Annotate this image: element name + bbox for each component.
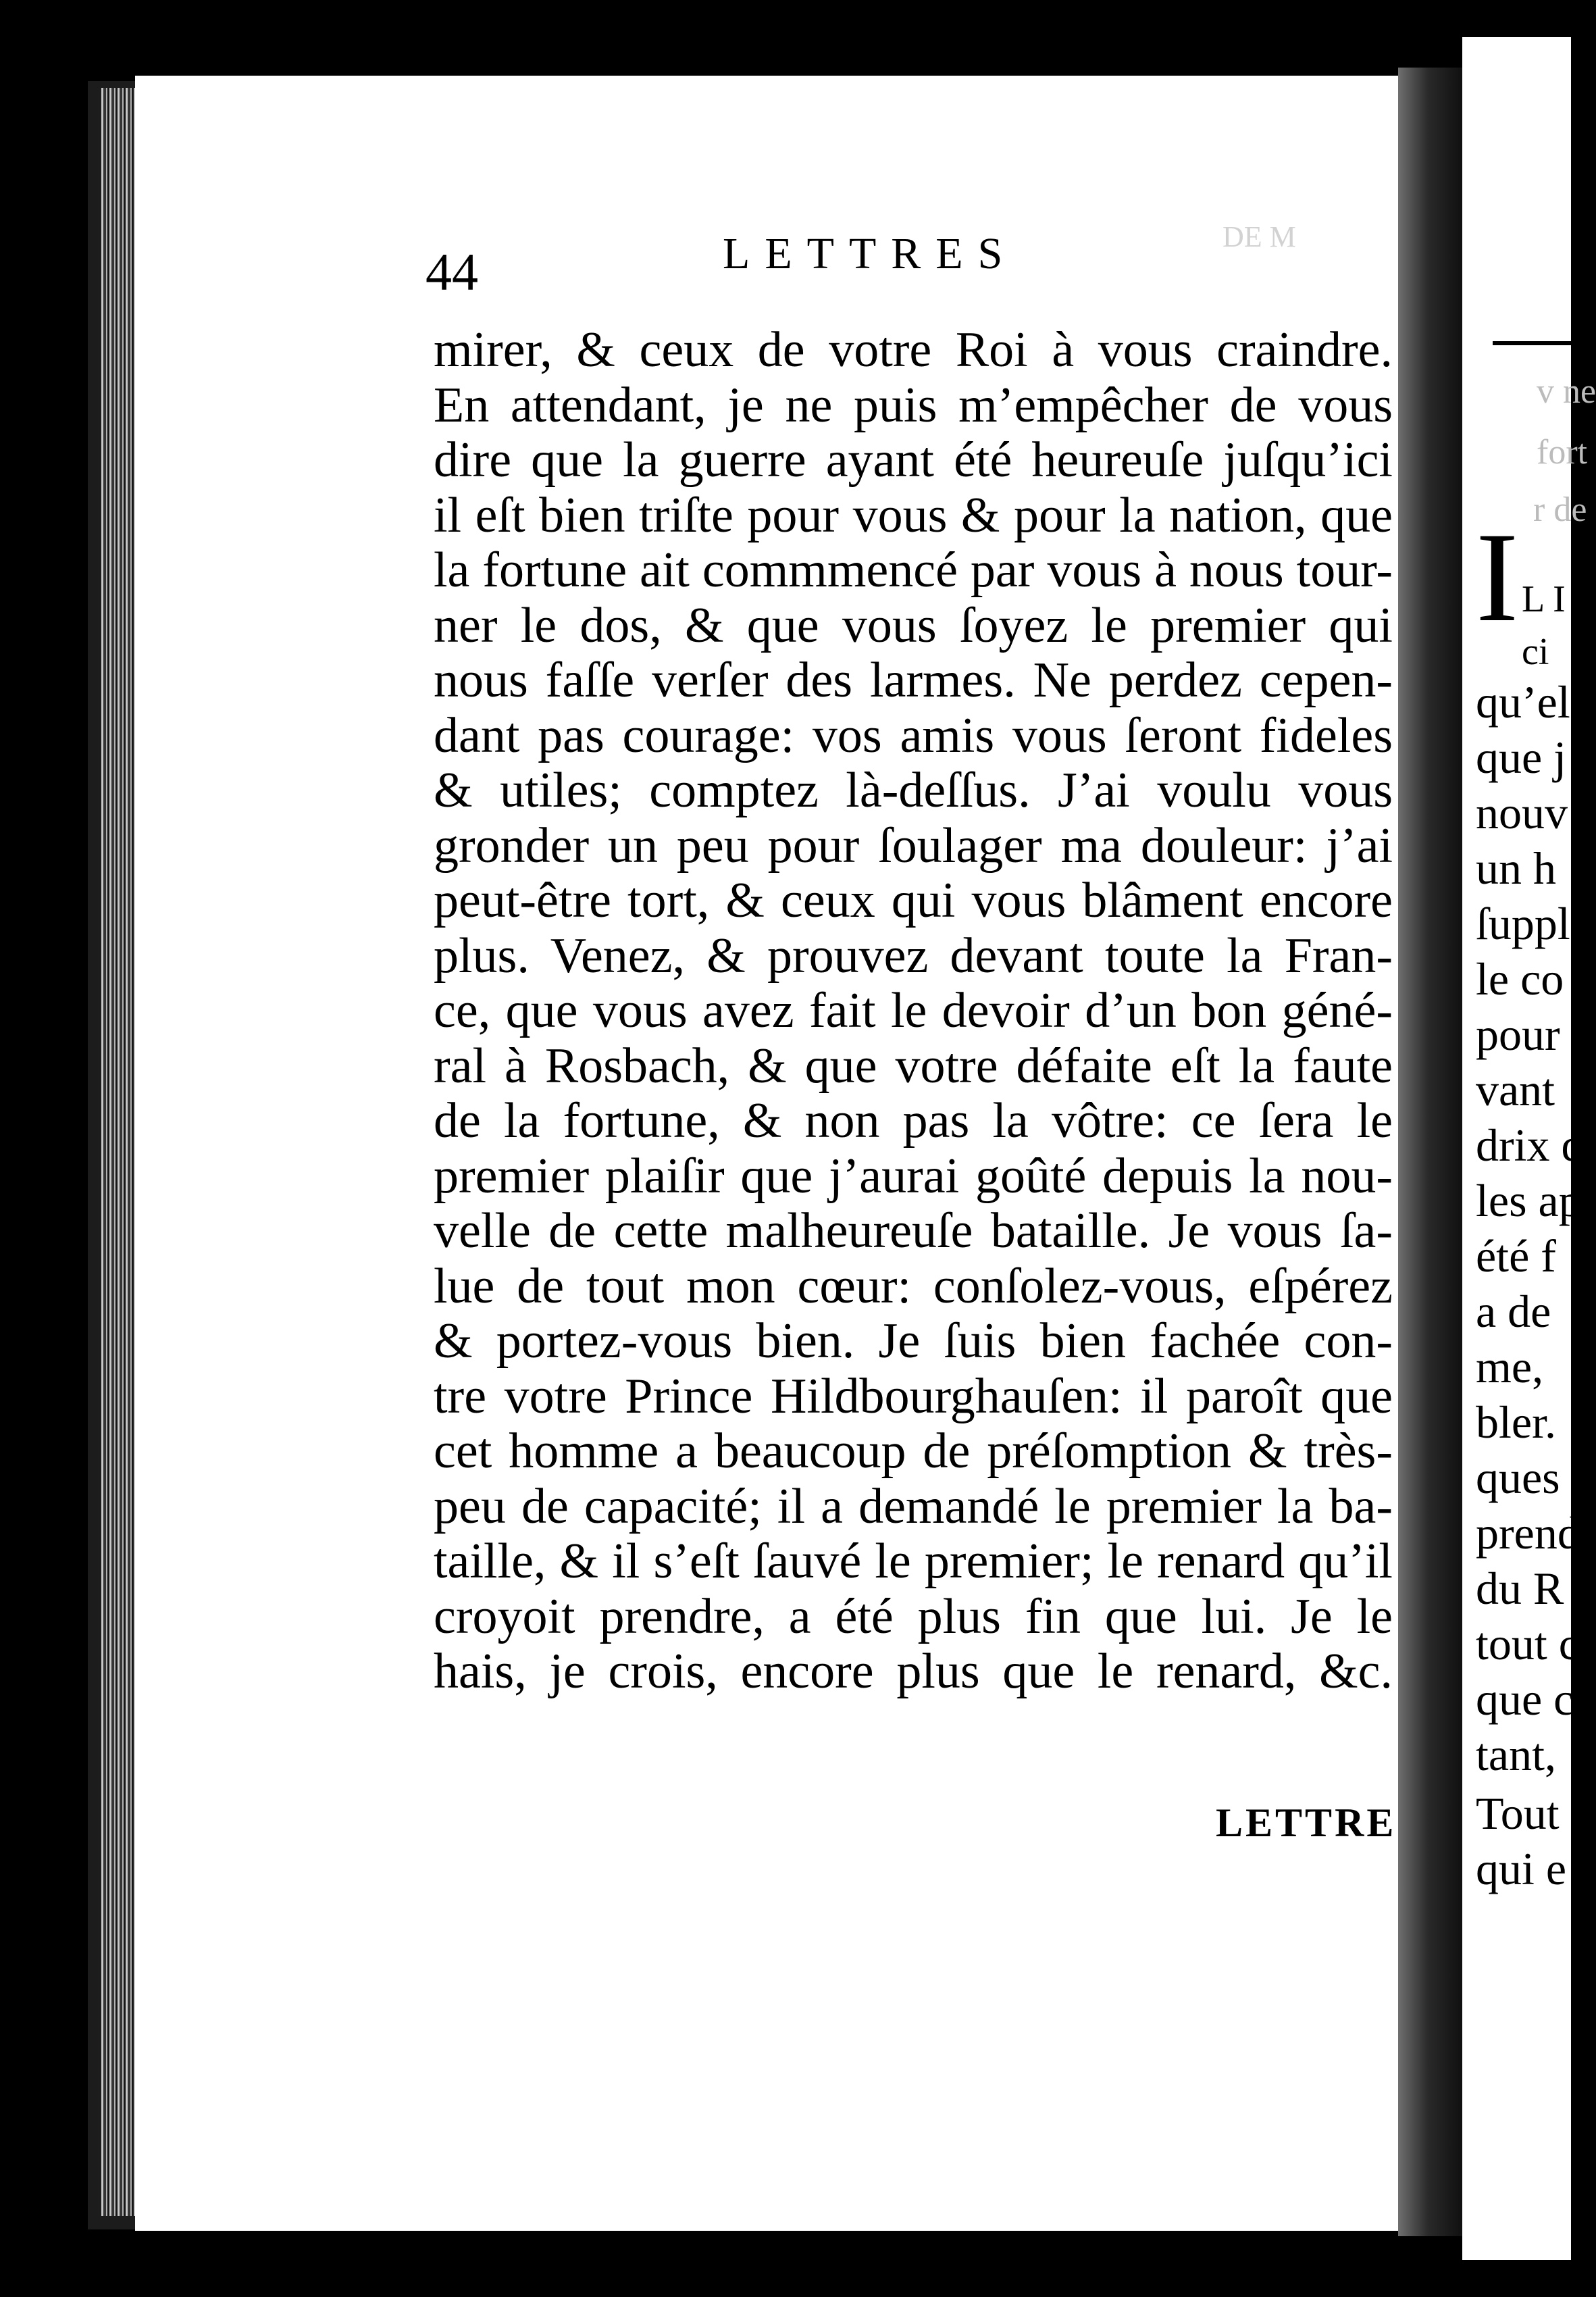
text-line: ce, que vous avez fait le devoir d’un bon géné- — [434, 983, 1393, 1038]
right-line: drix d — [1476, 1119, 1585, 1171]
text-line: tre votre Prince Hildbourghauſen: il paroît que — [434, 1368, 1393, 1424]
text-line: velle de cette malheureuſe bataille. Je vous ſa- — [434, 1203, 1393, 1259]
text-line: croyoit prendre, a été plus fin que lui. Je le — [434, 1588, 1393, 1644]
text-line: ner le dos, & que vous ſoyez le premier qui — [434, 597, 1393, 653]
gutter-shadow — [1398, 68, 1472, 2236]
right-line: prend — [1476, 1507, 1580, 1559]
right-line: tant, — [1476, 1729, 1556, 1780]
text-line: lue de tout mon cœur: conſolez-vous, eſpérez — [434, 1258, 1393, 1314]
text-line: gronder un peu pour ſoulager ma douleur: j’ai — [434, 817, 1393, 874]
right-line: qui e — [1476, 1843, 1567, 1894]
right-line: que j — [1476, 732, 1567, 783]
page-number: 44 — [426, 243, 478, 301]
text-line: hais, je crois, encore plus que le renard, &c. — [434, 1644, 1393, 1699]
text-line: premier plaiſir que j’aurai goûté depuis la nou- — [434, 1148, 1393, 1204]
text-line: peu de capacité; il a demandé le premier la ba- — [434, 1478, 1393, 1534]
running-head-text: LETTRES — [723, 229, 1018, 278]
right-page-text — [1462, 37, 1596, 2260]
right-line: fort — [1537, 433, 1588, 472]
right-line: du R — [1476, 1563, 1564, 1614]
right-line: pour — [1476, 1009, 1560, 1060]
text-line: En attendant, je ne puis m’empêcher de vous — [434, 377, 1393, 433]
text-line: taille, & il s’eſt ſauvé le premier; le renard qu’il — [434, 1534, 1393, 1589]
right-line: v ne — [1537, 372, 1596, 411]
right-line: Tout — [1476, 1788, 1560, 1839]
catchword: LETTRE — [1216, 1800, 1397, 1845]
right-line: que c — [1476, 1673, 1574, 1725]
text-line: peut-être tort, & ceux qui vous blâment encore — [434, 873, 1393, 928]
right-line: a de — [1476, 1286, 1551, 1337]
text-line: nous faſſe verſer des larmes. Ne perdez cepen- — [434, 653, 1393, 708]
text-line: cet homme a beaucoup de préſomption & très- — [434, 1423, 1393, 1479]
right-line: qu’el — [1476, 676, 1570, 728]
running-head — [432, 228, 1067, 280]
letter-body — [434, 323, 1393, 1700]
text-line: il eſt bien triſte pour vous & pour la nation, que — [434, 487, 1393, 543]
right-line: r de — [1533, 490, 1587, 529]
right-line: ſuppl — [1476, 898, 1570, 949]
right-line: bler. — [1476, 1396, 1556, 1448]
right-line: les ap — [1476, 1175, 1582, 1226]
right-line: me, — [1476, 1341, 1544, 1392]
text-line: mirer, & ceux de votre Roi à vous craindre. — [434, 322, 1393, 378]
right-line: L I — [1522, 578, 1566, 620]
right-line: été f — [1476, 1230, 1556, 1282]
text-line: & portez-vous bien. Je ſuis bien fachée con- — [434, 1313, 1393, 1369]
right-line: ci — [1522, 631, 1549, 673]
right-line: tout c — [1476, 1618, 1579, 1669]
show-through-head: DE M — [1222, 220, 1296, 253]
right-line: un h — [1476, 842, 1556, 894]
right-line: ques — [1476, 1452, 1560, 1503]
right-line: le co — [1476, 953, 1564, 1005]
text-line: la fortune ait commmencé par vous à nous tour- — [434, 542, 1393, 598]
right-line: vant — [1476, 1064, 1555, 1115]
right-line: nouv — [1476, 787, 1568, 838]
text-line: de la fortune, & non pas la vôtre: ce ſera le — [434, 1093, 1393, 1148]
text-line: ral à Rosbach, & que votre défaite eſt la faute — [434, 1038, 1393, 1094]
drop-cap: I — [1476, 507, 1519, 649]
text-line: plus. Venez, & prouvez devant toute la Fran- — [434, 928, 1393, 984]
text-line: dire que la guerre ayant été heureuſe juſqu’ici — [434, 432, 1393, 488]
text-line: & utiles; comptez là-deſſus. J’ai voulu vous — [434, 763, 1393, 818]
text-line: dant pas courage: vos amis vous ſeront fideles — [434, 707, 1393, 763]
